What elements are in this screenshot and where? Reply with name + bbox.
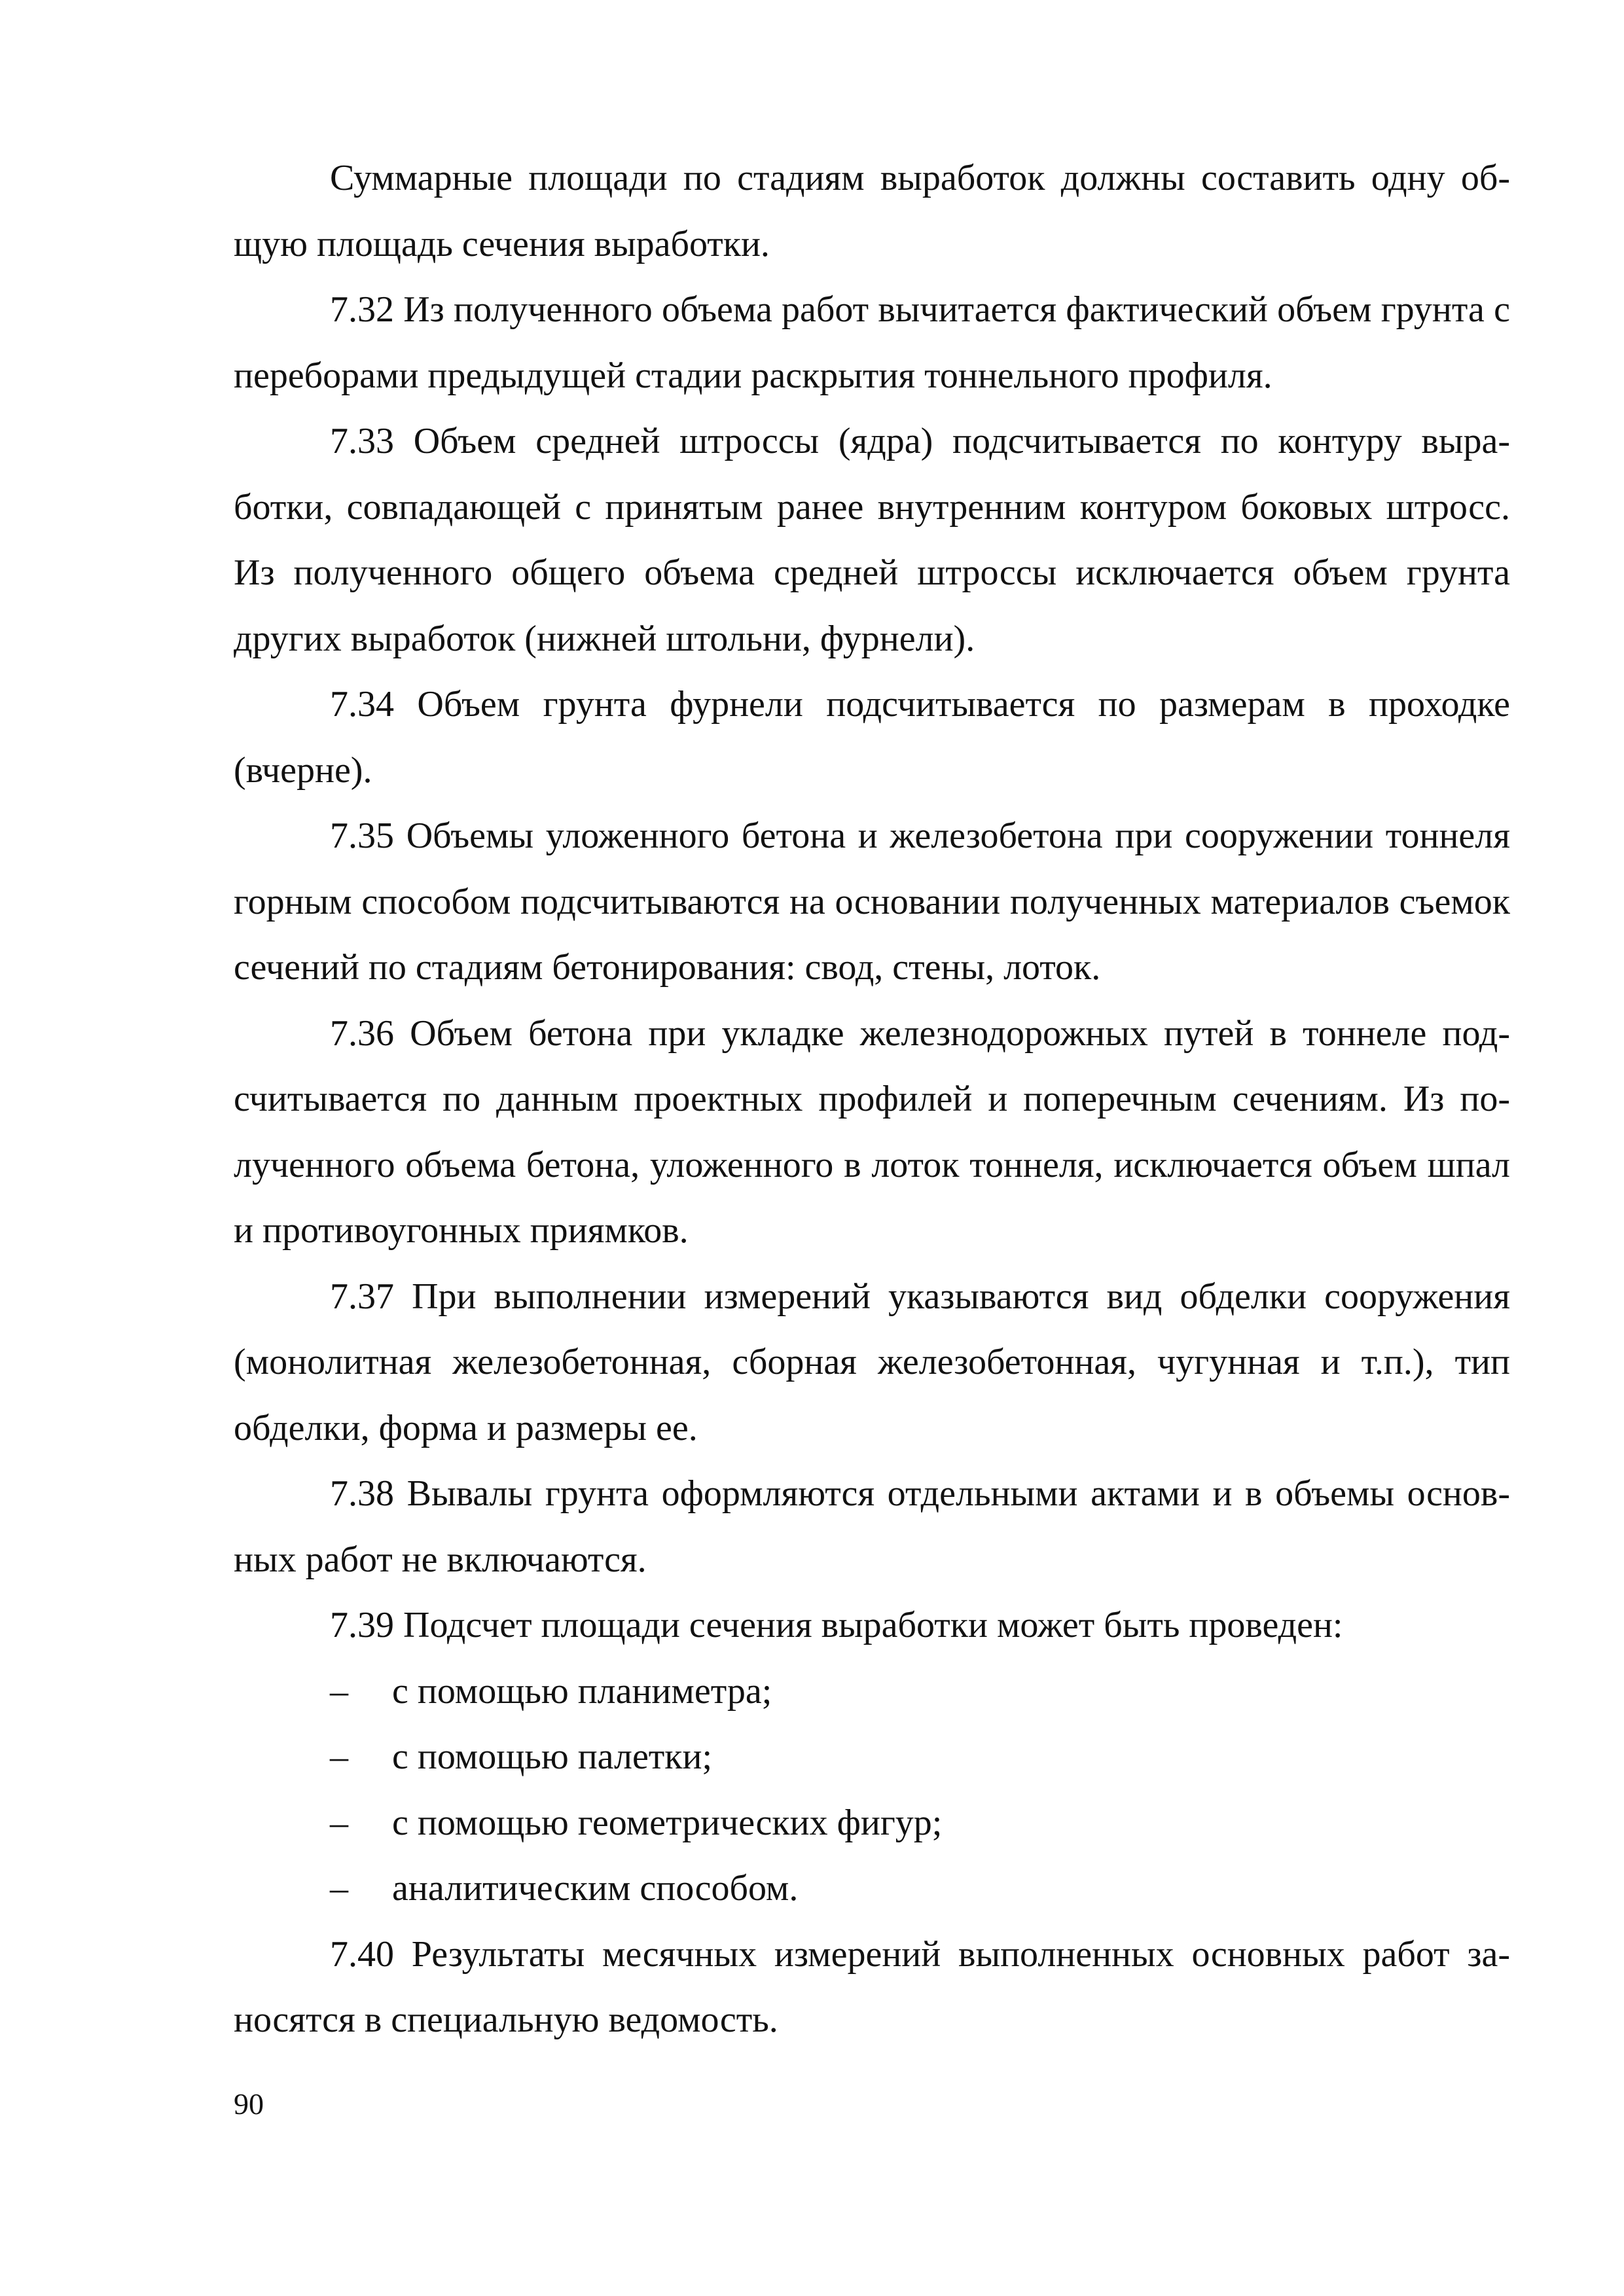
list-item <box>234 1659 1510 1725</box>
paragraph-7-39: 7.39 Подсчет площади сечения выработки может быть проведен: <box>330 1605 1343 1645</box>
paragraph-7-35: 7.35 Объемы уложенного бетона и железобетона при сооружении тоннеля горным способом подсчитываются на основании полученных материалов съемок сечений по стадиям бетонирования: свод, стены, лоток. <box>234 816 1510 988</box>
paragraph-7-38: 7.38 Вывалы грунта оформляются отдельными актами и в объемы основных работ не включаются. <box>234 1473 1510 1580</box>
paragraph-7-40: 7.40 Результаты месячных измерений выполненных основных работ заносятся в специальную ведомость. <box>234 1933 1510 2040</box>
body-text <box>234 145 1510 2053</box>
page-number: 90 <box>234 2087 264 2121</box>
list-item-text: с помощью геометрических фигур; <box>392 1802 943 1843</box>
list-dash: – <box>330 1670 348 1712</box>
list-dash: – <box>330 1868 348 1909</box>
paragraph-7-36: 7.36 Объем бетона при укладке железнодорожных путей в тоннеле подсчитывается по данным проектных профилей и поперечным сечениям. Из полученного объема бетона, уложенного в лоток тоннеля, исключается объем шпал и противоугонных приямков. <box>234 1013 1510 1251</box>
list-item-text: с помощью планиметра; <box>392 1670 772 1712</box>
list-item-text: аналитическим способом. <box>392 1868 799 1909</box>
list-item <box>234 1724 1510 1790</box>
paragraph-7-32: 7.32 Из полученного объема работ вычитается фактический объем грунта с переборами предыдущей стадии раскрытия тоннельного профиля. <box>234 289 1510 396</box>
paragraph-7-37: 7.37 При выполнении измерений указываются вид обделки сооружения (монолитная железобетонная, сборная железобетонная, чугунная и т.п.), тип обделки, форма и размеры ее. <box>234 1276 1510 1448</box>
list-item <box>234 1856 1510 1922</box>
paragraph-7-34: 7.34 Объем грунта фурнели подсчитывается по размерам в проходке (вчерне). <box>234 684 1510 791</box>
list-item-text: с помощью палетки; <box>392 1736 713 1777</box>
paragraph-areas-summary: Суммарные площади по стадиям выработок должны составить одну общую площадь сечения выработки. <box>234 158 1510 264</box>
list-item <box>234 1790 1510 1856</box>
list-dash: – <box>330 1802 348 1843</box>
list-dash: – <box>330 1736 348 1777</box>
paragraph-7-33: 7.33 Объем средней штроссы (ядра) подсчитывается по контуру выработки, совпадающей с принятым ранее внутренним контуром боковых штросс. Из полученного общего объема средней штроссы исключается объем грунта других выработок (нижней штольни, фурнели). <box>234 421 1510 659</box>
